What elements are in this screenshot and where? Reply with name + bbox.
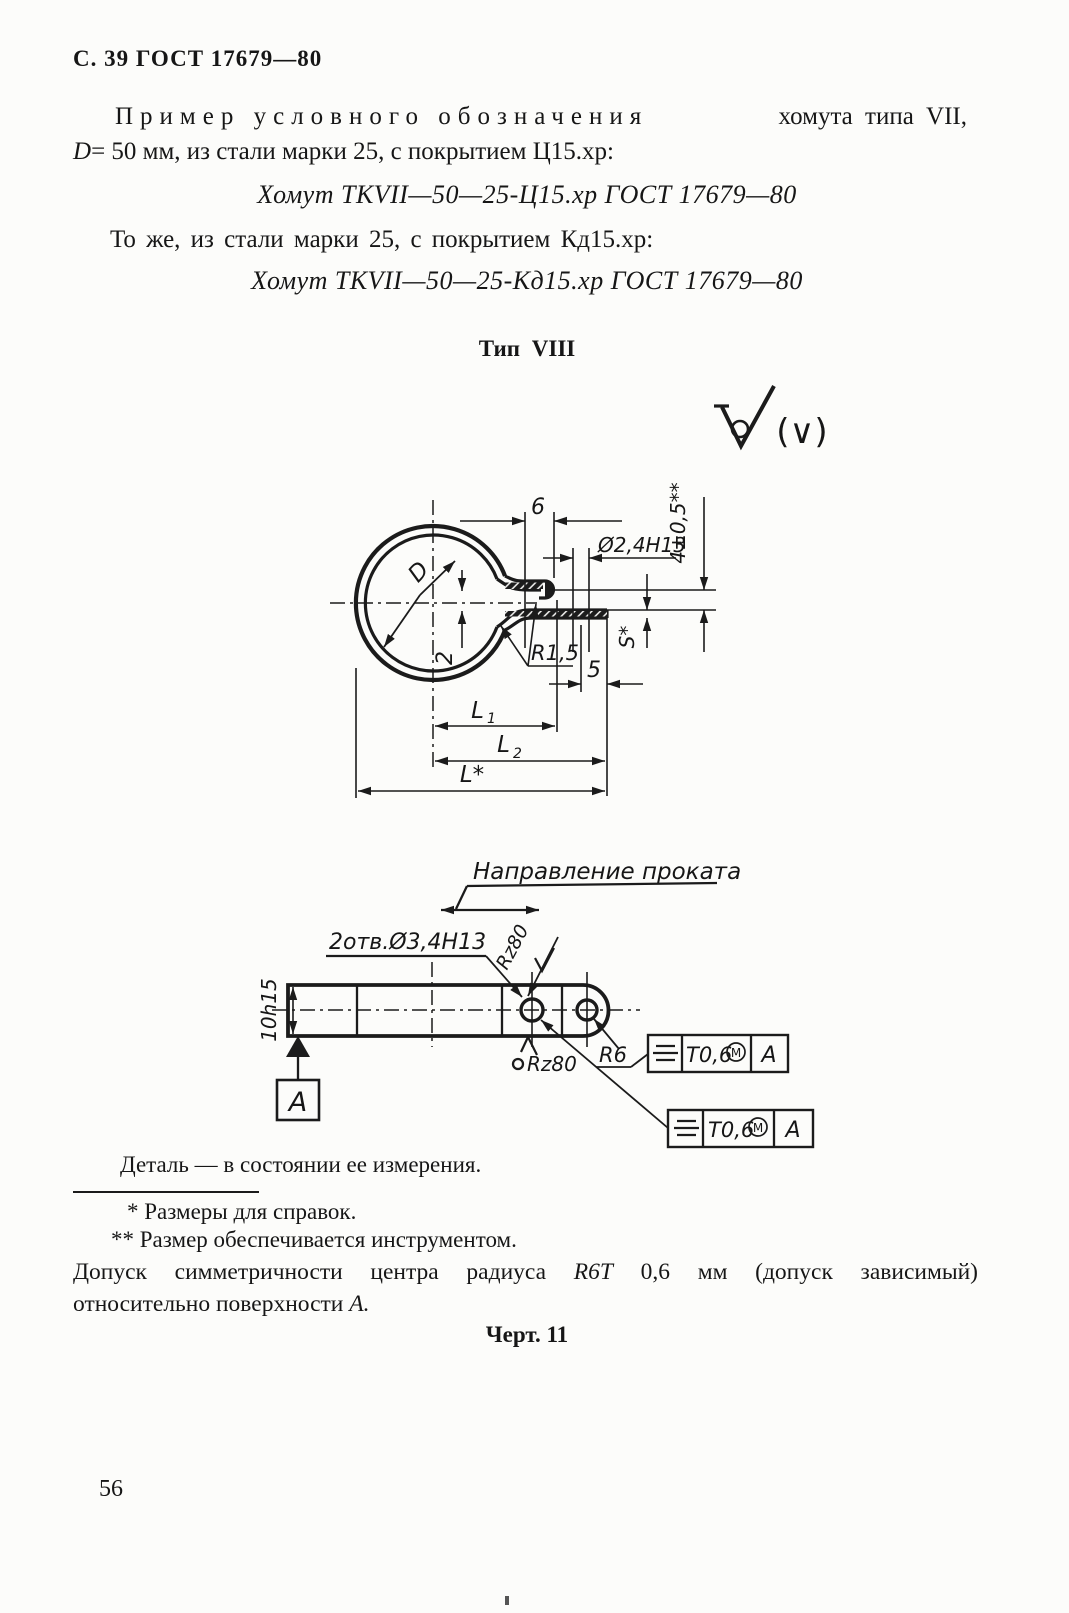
dimension-diameter [384,557,455,647]
tolerance-note-line2-var: А. [349,1291,370,1317]
tolerance-datum-label: А [761,1043,777,1068]
upper-leaf-hatch [505,583,543,590]
tolerance-note-line1 [73,1259,978,1286]
dim-d-label: D [403,556,435,588]
tolerance-note-line2-pre: относительно поверхности [73,1291,344,1317]
dim-5-label: 5 [587,658,601,683]
roughness-circle-icon [513,1059,523,1069]
tolerance-value-label: T0,6 [708,1118,755,1142]
dim-r15-label: R1,5 [531,641,579,665]
designation-line-2: Хомут ТКVII—50—25-Кд15.хр ГОСТ 17679—80 [251,266,803,295]
dimension-thickness [615,574,647,648]
roughness-check-icon [535,948,554,971]
dimension-l2 [435,732,605,762]
flat-view [272,962,640,1047]
dim-l1-sub: 1 [487,711,496,727]
figure-caption: Черт. 11 [485,1322,569,1347]
datum-a-label: А [288,1087,308,1118]
dim-l1-letter: L [471,698,484,724]
variable-d: D [73,138,92,165]
dim-10h15-label: 10h15 [257,978,281,1042]
designation-line-1: Хомут ТКVII—50—25-Ц15.хр ГОСТ 17679—80 [257,180,797,209]
surface-roughness-default-icon [714,386,774,446]
lower-leaf-hatch [505,611,607,617]
example-spaced-text: Пример условного обозначения [115,103,649,130]
datum-a-flag [277,1036,319,1120]
dim-6-label: 6 [531,495,545,520]
footnote-1: * Размеры для справок. [127,1199,357,1224]
footnote-2: ** Размер обеспечивается инструментом. [111,1227,517,1252]
holes-label: 2отв.Ø3,4Н13 [329,930,487,955]
dim-l2-sub: 2 [513,746,522,762]
datum-triangle-icon [286,1036,310,1057]
roughness-top-label: Rz80 [491,921,534,974]
footnote-separator [73,1191,259,1193]
dim-l2-letter: L [497,732,510,758]
dim-2-label: 2 [433,651,458,665]
symmetry-symbol-icon [674,1121,699,1135]
scan-speck [505,1596,509,1605]
rolling-direction-note [441,859,741,910]
page-number: 56 [99,1476,123,1502]
mmc-m-label: М [752,1121,764,1135]
tolerance-note-var: R6T [573,1259,613,1285]
surface-roughness-alt-label: (∨) [776,412,828,452]
section-view [330,500,607,770]
dim-4-label: 4±0,5** [666,482,690,564]
dim-hole-section-label: Ø2,4Н13 [598,533,687,557]
example-line2-text: = 50 мм, из стали марки 25, с покрытием Ц15.хр: [91,138,614,165]
measurement-state-note: Деталь — в состоянии ее измерения. [120,1152,482,1177]
dim-thickness-label: S* [615,625,639,649]
mmc-m-label: М [730,1046,742,1060]
dim-r6-label: R6 [599,1043,627,1067]
dimension-l-star [356,668,605,798]
page-header: С. 39 ГОСТ 17679—80 [73,46,323,71]
rolling-direction-label: Направление проката [473,859,742,885]
tolerance-frame-2 [668,1110,813,1147]
symmetry-symbol-icon [653,1046,678,1060]
type-heading: Тип VIII [478,336,576,361]
tolerance-datum-label: А [785,1118,801,1143]
example-tail-text: хомута типа VII, [778,103,967,130]
roughness-bottom-label: Rz80 [527,1052,577,1076]
tolerance-value-label: T0,6 [686,1043,733,1067]
dimension-2 [433,570,462,665]
tolerance-note-line2 [73,1291,370,1318]
tolerance-note-post: 0,6 мм (допуск зависимый) [640,1259,979,1285]
dim-l-star-label: L* [459,762,485,788]
same-as-line: То же, из стали марки 25, с покрытием Кд15.хр: [110,226,654,253]
tolerance-note-pre: Допуск симметричности центра радиуса [73,1259,547,1285]
tolerance-frame-1 [648,1035,788,1072]
dimension-6 [460,495,622,648]
